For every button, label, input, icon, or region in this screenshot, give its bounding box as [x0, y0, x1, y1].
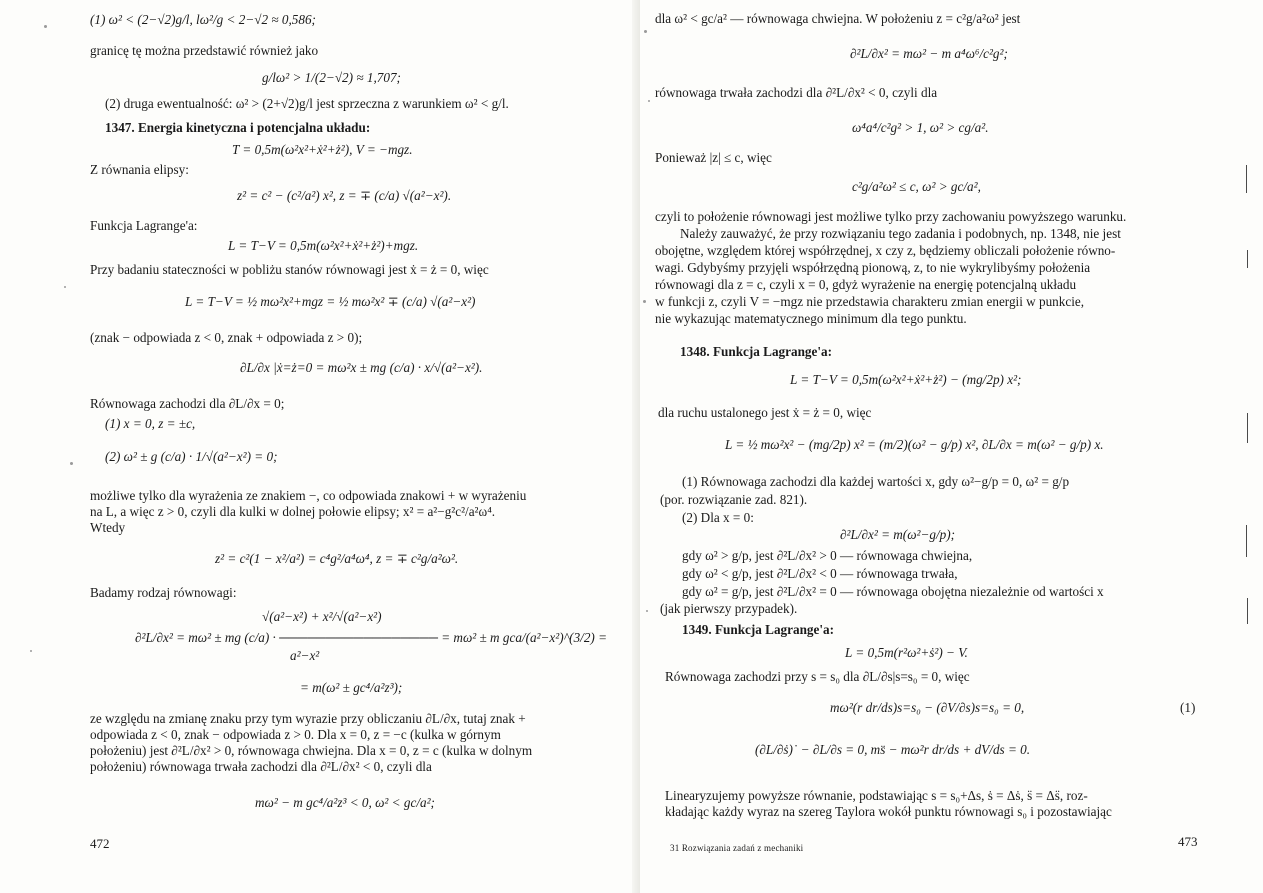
text-line: położeniu) jest ∂²L/∂x² > 0, równowaga chwiejna. Dla x = 0, z = c (kulka w dolnym [90, 743, 533, 758]
equation: = m(ω² ± gc⁴/a²z³); [300, 680, 403, 695]
text-line: gdy ω² > g/p, jest ∂²L/∂x² > 0 — równowaga chwiejna, [682, 548, 973, 563]
text-line: gdy ω² = g/p, jest ∂²L/∂x² = 0 — równowaga obojętna niezależnie od wartości x [682, 584, 1104, 599]
text-line: obojętne, względem której współrzędnej, x czy z, będziemy obliczali położenie równo- [655, 243, 1116, 258]
problem-heading: 1349. Funkcja Lagrange'a: [682, 622, 835, 637]
text-line: na L, a więc z > 0, czyli dla kulki w dolnej połowie elipsy; x² = a²−g²c²/a²ω⁴. [90, 504, 496, 519]
text-line: Funkcja Lagrange'a: [90, 218, 198, 233]
equation: ∂²L/∂x² = mω² ± mg (c/a) · ───────────────── = mω² ± m gca/(a²−x²)^(3/2) = [135, 630, 608, 645]
equation: z² = c² − (c²/a²) x², z = ∓ (c/a) √(a²−x²). [237, 188, 452, 203]
scan-speck [44, 25, 47, 28]
problem-heading: 1347. Energia kinetyczna i potencjalna układu: [105, 120, 371, 135]
scan-speck [643, 300, 646, 303]
scan-edge-mark [1247, 250, 1248, 268]
text-line: Należy zauważyć, że przy rozwiązaniu tego zadania i podobnych, np. 1348, nie jest [680, 226, 1121, 241]
text-line: Równowaga zachodzi przy s = s₀ dla ∂L/∂s|s=s₀ = 0, więc [665, 669, 970, 684]
equation: T = 0,5m(ω²x²+ẋ²+ż²), V = −mgz. [232, 142, 413, 157]
text-line: (1) ω² < (2−√2)g/l, lω²/g < 2−√2 ≈ 0,586; [90, 12, 316, 27]
equation: g/lω² > 1/(2−√2) ≈ 1,707; [262, 70, 401, 85]
equation: mω²(r dr/ds)s=s₀ − (∂V/∂s)s=s₀ = 0, [830, 700, 1025, 715]
text-line: możliwe tylko dla wyrażenia ze znakiem −, co odpowiada znakowi + w wyrażeniu [90, 488, 527, 503]
equation: z² = c²(1 − x²/a²) = c⁴g²/a⁴ω⁴, z = ∓ c²g/a²ω². [215, 551, 459, 566]
problem-heading: 1348. Funkcja Lagrange'a: [680, 344, 833, 359]
text-line: ze względu na zmianę znaku przy tym wyrazie przy obliczaniu ∂L/∂x, tutaj znak + [90, 711, 526, 726]
equation: ∂²L/∂x² = mω² − m a⁴ω⁶/c²g²; [850, 46, 1008, 61]
scan-speck [648, 100, 650, 102]
text-line: nie wykazując matematycznego minimum dla tego punktu. [655, 311, 967, 326]
text-line: równowaga trwała zachodzi dla ∂²L/∂x² < 0, czyli dla [655, 85, 938, 100]
text-line: gdy ω² < g/p, jest ∂²L/∂x² < 0 — równowaga trwała, [682, 566, 958, 581]
footer-signature: 31 Rozwiązania zadań z mechaniki [670, 843, 804, 853]
text-line: dla ruchu ustalonego jest ẋ = ż = 0, więc [658, 405, 872, 420]
scan-speck [64, 286, 66, 288]
equation: L = T−V = 0,5m(ω²x²+ẋ²+ż²)+mgz. [228, 238, 419, 253]
text-line: (znak − odpowiada z < 0, znak + odpowiada z > 0); [90, 330, 363, 345]
text-line: równowagi dla z = c, czyli x = 0, gdyż wyrażenie na energię potencjalną układu [655, 277, 1077, 292]
text-line: dla ω² < gc/a² — równowaga chwiejna. W położeniu z = c²g/a²ω² jest [655, 11, 1021, 26]
scan-edge-mark [1246, 165, 1247, 193]
text-line: (2) druga ewentualność: ω² > (2+√2)g/l jest sprzeczna z warunkiem ω² < g/l. [105, 96, 509, 111]
text-line: wagi. Gdybyśmy przyjęli współrzędną pionową, z, to nie wykrylibyśmy położenia [655, 260, 1091, 275]
scan-edge-mark [1247, 413, 1248, 443]
equation: L = T−V = 0,5m(ω²x²+ẋ²+ż²) − (mg/2p) x²; [790, 372, 1022, 387]
equation: L = 0,5m(r²ω²+ṡ²) − V. [845, 645, 968, 660]
scan-speck [644, 30, 647, 33]
scan-edge-mark [1246, 525, 1247, 557]
right-page [640, 0, 1263, 893]
text-line: (2) Dla x = 0: [682, 510, 754, 525]
scan-speck [646, 610, 648, 612]
equation: (1) x = 0, z = ±c, [105, 416, 196, 431]
scan-edge-mark [1247, 598, 1248, 624]
equation: (2) ω² ± g (c/a) · 1/√(a²−x²) = 0; [105, 449, 278, 464]
equation: (∂L/∂ṡ)˙ − ∂L/∂s = 0, ms̈ − mω²r dr/ds + dV/ds = 0. [755, 742, 1031, 757]
text-line: (1) Równowaga zachodzi dla każdej wartości x, gdy ω²−g/p = 0, ω² = g/p [682, 474, 1070, 489]
text-line: położeniu) równowaga trwała zachodzi dla ∂²L/∂x² < 0, czyli dla [90, 759, 432, 774]
text-line: w funkcji z, czyli V = −mgz nie przedstawia charakteru zmian energii w punkcie, [655, 294, 1085, 309]
page-number: 473 [1178, 834, 1198, 849]
scan-speck [30, 650, 32, 652]
text-line: Z równania elipsy: [90, 162, 189, 177]
text-line: Badamy rodzaj równowagi: [90, 585, 237, 600]
text-line: czyli to położenie równowagi jest możliwe tylko przy zachowaniu powyższego warunku. [655, 209, 1127, 224]
equation: √(a²−x²) + x²/√(a²−x²) [262, 609, 382, 624]
text-line: kładając każdy wyraz na szereg Taylora wokół punktu równowagi s₀ i pozostawiając [665, 804, 1112, 819]
equation: c²g/a²ω² ≤ c, ω² > gc/a², [852, 179, 981, 194]
equation: L = T−V = ½ mω²x²+mgz = ½ mω²x² ∓ (c/a) √(a²−x²) [185, 294, 476, 309]
text-line: Równowaga zachodzi dla ∂L/∂x = 0; [90, 396, 285, 411]
page-number: 472 [90, 836, 110, 851]
text-line: Ponieważ |z| ≤ c, więc [655, 150, 772, 165]
equation-number: (1) [1180, 700, 1196, 715]
equation: a²−x² [290, 648, 320, 663]
equation: mω² − m gc⁴/a²z³ < 0, ω² < gc/a²; [255, 795, 435, 810]
text-line: Wtedy [90, 520, 126, 535]
text-line: (por. rozwiązanie zad. 821). [660, 492, 808, 507]
text-line: Linearyzujemy powyższe równanie, podstawiając s = s₀+Δs, ṡ = Δṡ, s̈ = Δs̈, roz- [665, 788, 1088, 803]
text-line: odpowiada z < 0, znak − odpowiada z > 0. Dla x = 0, z = −c (kulka w górnym [90, 727, 501, 742]
scan-speck [70, 462, 73, 465]
equation: ∂L/∂x |ẋ=ż=0 = mω²x ± mg (c/a) · x/√(a²−x²). [240, 360, 483, 375]
equation: L = ½ mω²x² − (mg/2p) x² = (m/2)(ω² − g/p) x², ∂L/∂x = m(ω² − g/p) x. [725, 437, 1104, 452]
text-line: granicę tę można przedstawić również jako [90, 43, 319, 58]
text-line: Przy badaniu stateczności w pobliżu stanów równowagi jest ẋ = ż = 0, więc [90, 262, 489, 277]
equation: ∂²L/∂x² = m(ω²−g/p); [840, 527, 955, 542]
equation: ω⁴a⁴/c²g² > 1, ω² > cg/a². [852, 120, 989, 135]
text-line: (jak pierwszy przypadek). [660, 601, 798, 616]
